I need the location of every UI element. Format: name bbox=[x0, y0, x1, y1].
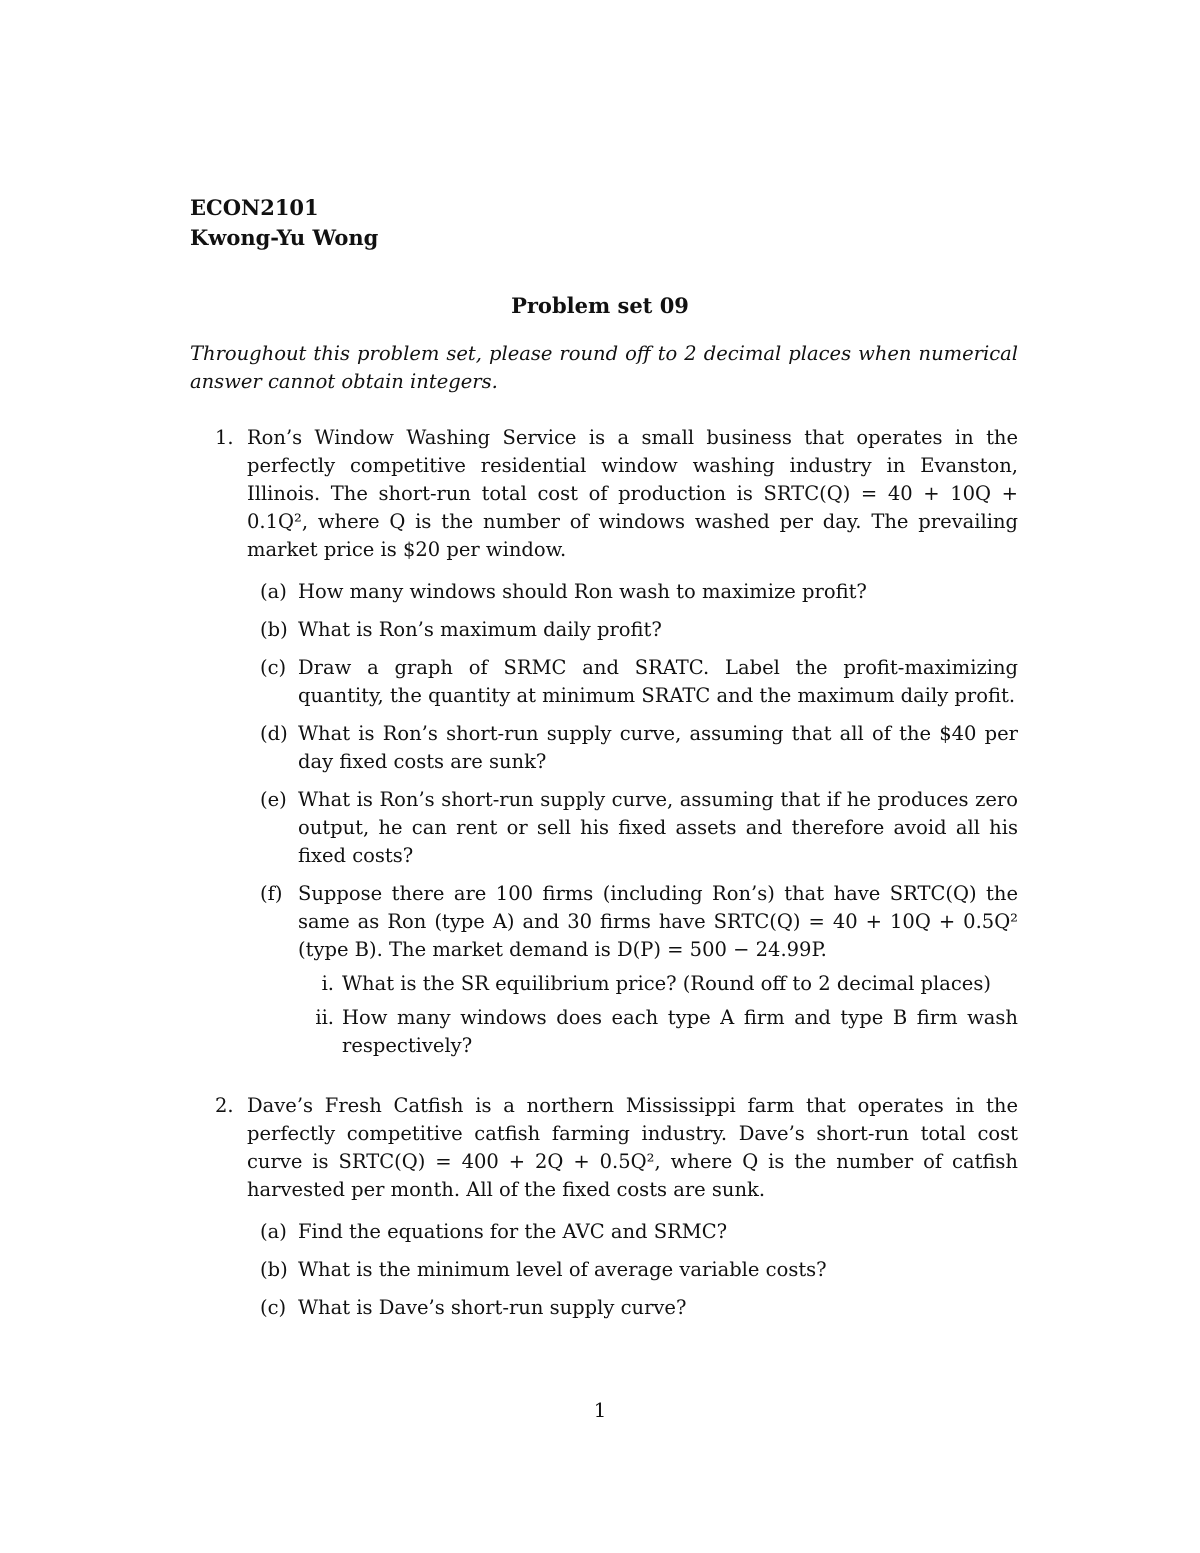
part-text: What is Dave’s short-run supply curve? bbox=[298, 1296, 687, 1319]
part-text: Draw a graph of SRMC and SRATC. Label the profit-maximizing quantity, the quantity at minimum SRATC and the maximum daily profit. bbox=[298, 656, 1018, 707]
problem-part bbox=[247, 880, 1018, 964]
problem-text: Ron’s Window Washing Service is a small business that operates in the perfectly competitive residential window washing industry in Evanston, Illinois. The short-run total cost of production is SRTC(Q) = 40 + 10Q + 0.1Q², where Q is the number of windows washed per day. The prevailing market price is $20 per window. bbox=[247, 426, 1018, 561]
sub-part-label: i. bbox=[321, 972, 334, 995]
part-label: (b) bbox=[260, 1258, 288, 1281]
author-name: Kwong-Yu Wong bbox=[190, 225, 379, 250]
part-label: (a) bbox=[260, 1220, 287, 1243]
problem-part bbox=[247, 1294, 1018, 1322]
problem-part bbox=[247, 1256, 1018, 1284]
part-label: (e) bbox=[260, 788, 287, 811]
problem-part bbox=[247, 720, 1018, 776]
part-label: (b) bbox=[260, 618, 288, 641]
part-text: What is Ron’s maximum daily profit? bbox=[298, 618, 662, 641]
problem-part bbox=[247, 578, 1018, 606]
document-title: Problem set 09 bbox=[511, 293, 689, 318]
part-label: (c) bbox=[260, 1296, 287, 1319]
sub-part-text: What is the SR equilibrium price? (Round off to 2 decimal places) bbox=[342, 972, 991, 995]
sub-part-label: ii. bbox=[315, 1006, 334, 1029]
problem-part bbox=[247, 786, 1018, 870]
page-number: 1 bbox=[593, 1398, 607, 1422]
problem-1 bbox=[190, 424, 1018, 1060]
instructions-text: Throughout this problem set, please round off to 2 decimal places when numerical answer cannot obtain integers. bbox=[190, 342, 1018, 393]
problem-number: 2. bbox=[215, 1094, 234, 1117]
header-block bbox=[190, 193, 378, 253]
part-label: (c) bbox=[260, 656, 287, 679]
sub-part bbox=[298, 970, 1018, 998]
part-label: (f) bbox=[260, 882, 283, 905]
part-label: (d) bbox=[260, 722, 288, 745]
part-text: What is the minimum level of average variable costs? bbox=[298, 1258, 827, 1281]
part-text: What is Ron’s short-run supply curve, assuming that if he produces zero output, he can rent or sell his fixed assets and therefore avoid all his fixed costs? bbox=[298, 788, 1018, 867]
course-code: ECON2101 bbox=[190, 195, 319, 220]
problem-part bbox=[247, 1218, 1018, 1246]
problem-part bbox=[247, 654, 1018, 710]
sub-part bbox=[298, 1004, 1018, 1060]
part-text: Suppose there are 100 firms (including Ron’s) that have SRTC(Q) the same as Ron (type A) and 30 firms have SRTC(Q) = 40 + 10Q + 0.5Q² (type B). The market demand is D(P) = 500 − 24.99P. bbox=[298, 882, 1018, 961]
problem-text: Dave’s Fresh Catfish is a northern Mississippi farm that operates in the perfectly competitive catfish farming industry. Dave’s short-run total cost curve is SRTC(Q) = 400 + 2Q + 0.5Q², where Q is the number of catfish harvested per month. All of the fixed costs are sunk. bbox=[247, 1094, 1018, 1201]
sub-part-text: How many windows does each type A firm and type B firm wash respectively? bbox=[342, 1006, 1018, 1057]
problem-number: 1. bbox=[215, 426, 234, 449]
part-text: How many windows should Ron wash to maximize profit? bbox=[298, 580, 867, 603]
part-label: (a) bbox=[260, 580, 287, 603]
part-text: Find the equations for the AVC and SRMC? bbox=[298, 1220, 728, 1243]
problem-part bbox=[247, 616, 1018, 644]
part-text: What is Ron’s short-run supply curve, assuming that all of the $40 per day fixed costs are sunk? bbox=[298, 722, 1018, 773]
problem-2 bbox=[190, 1092, 1018, 1322]
